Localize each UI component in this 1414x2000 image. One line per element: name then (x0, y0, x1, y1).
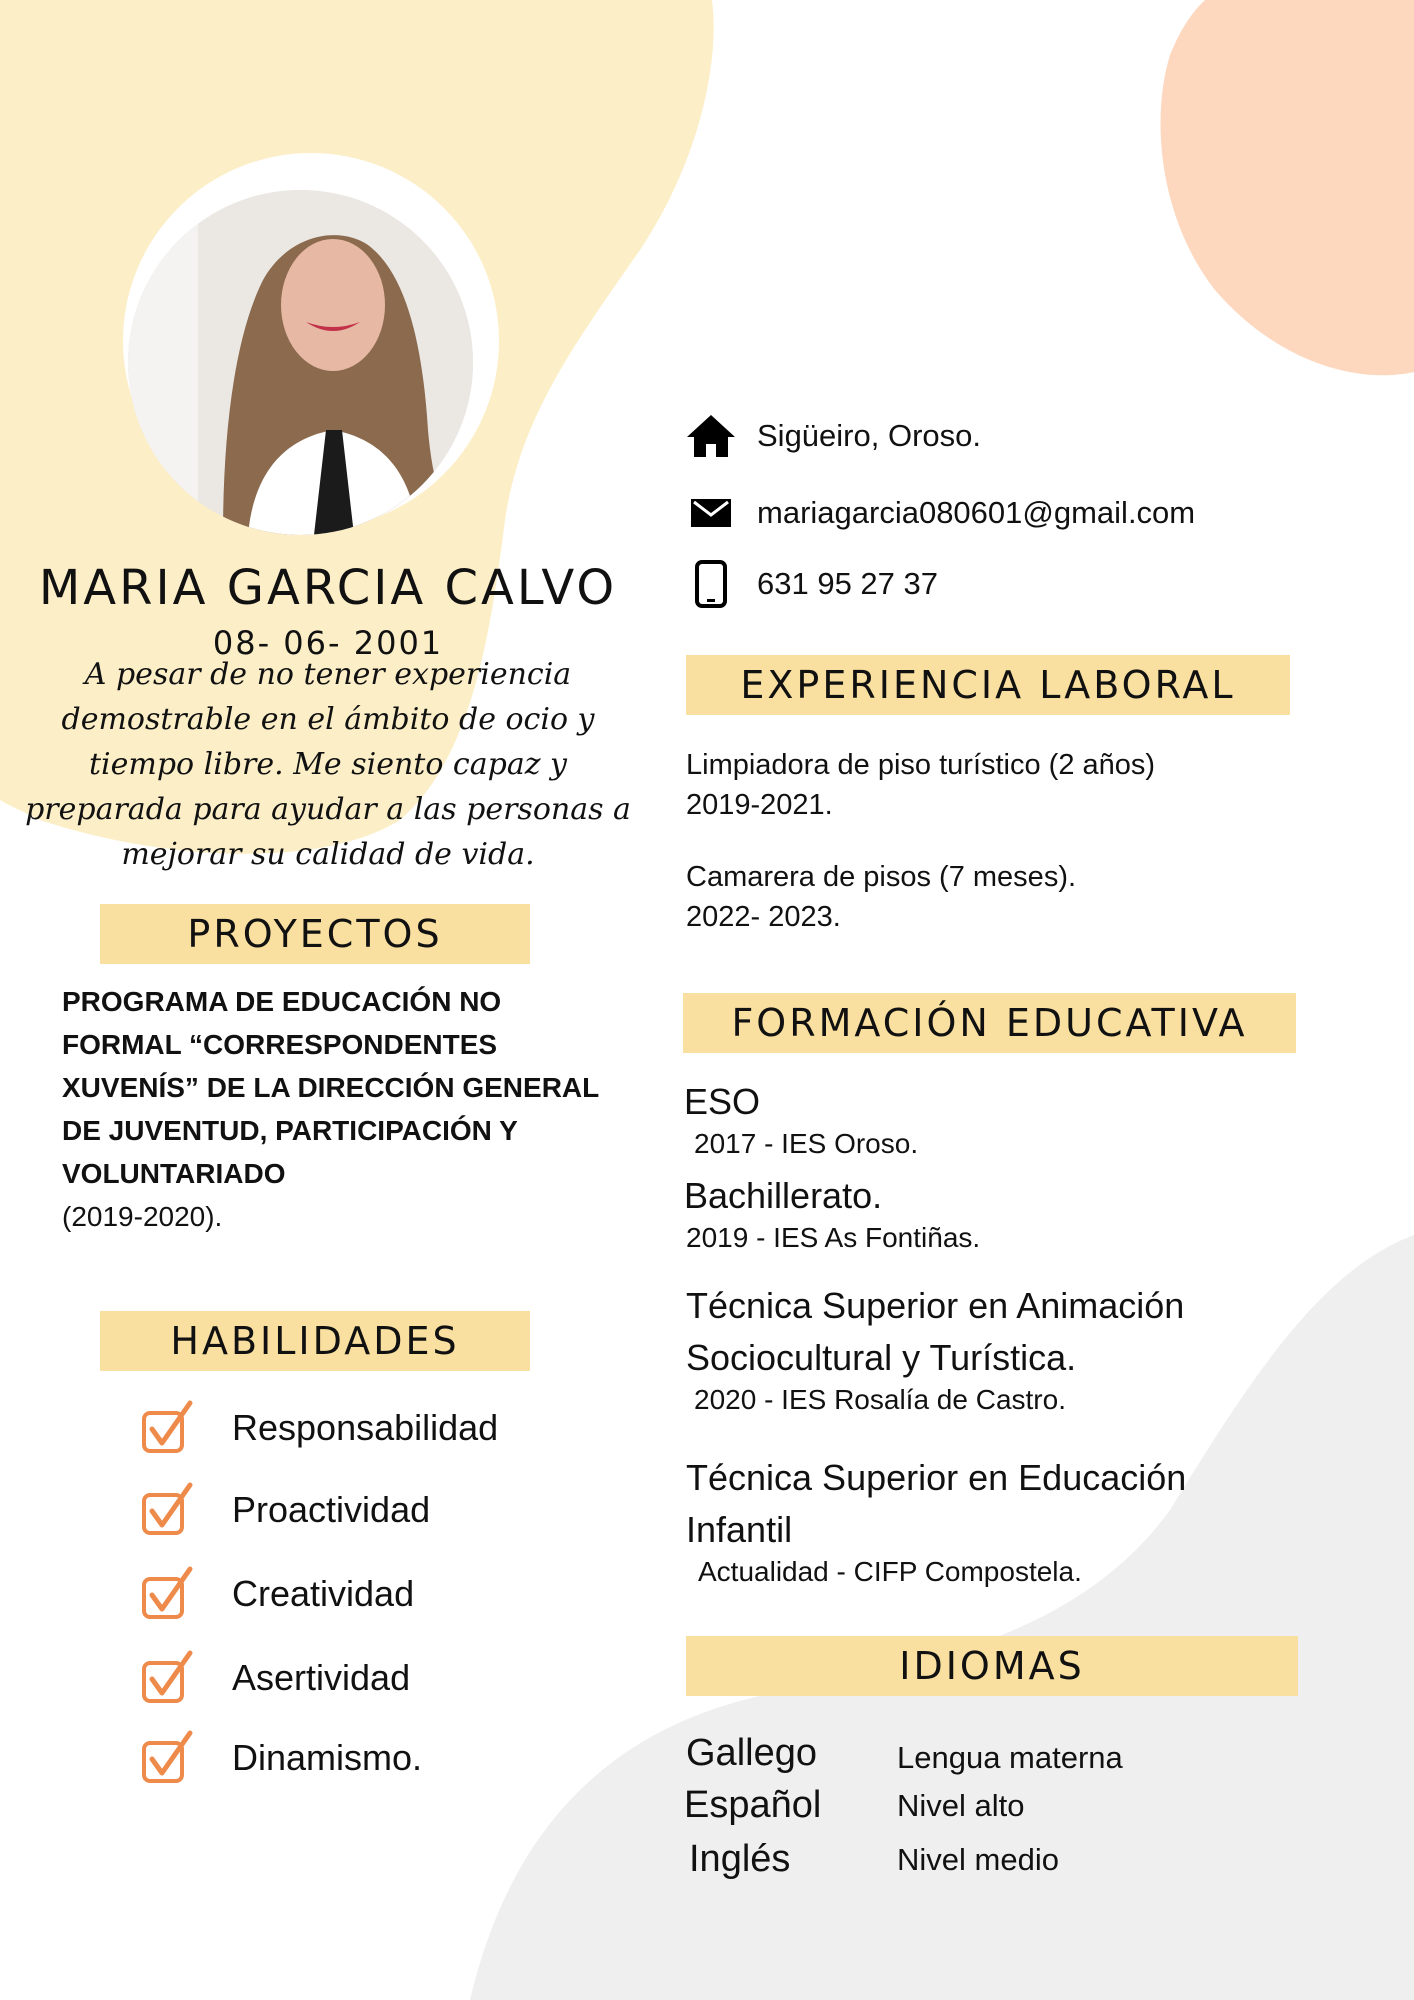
language-name: Inglés (689, 1838, 791, 1880)
experience-dates: 2019-2021. (686, 789, 833, 821)
skill-label: Responsabilidad (232, 1407, 499, 1448)
projects-heading: PROYECTOS (100, 904, 530, 964)
skill-label: Proactividad (232, 1489, 431, 1530)
education-detail: 2019 - IES As Fontiñas. (686, 1222, 981, 1253)
checkbox-check-icon (140, 1565, 196, 1623)
profile-summary: A pesar de no tener experiencia demostrable en el ámbito de ocio y tiempo libre. Me siento capaz y preparada para ayudar a las personas a mejorar su calidad de vida. (25, 657, 631, 872)
project-title: PROGRAMA DE EDUCACIÓN NO FORMAL “CORRESPONDENTES XUVENÍS” DE LA DIRECCIÓN GENERAL DE JUVENTUD, PARTICIPACIÓN Y VOLUNTARIADO (62, 986, 599, 1189)
experience-role: Limpiadora de piso turístico (2 años) (686, 749, 1156, 781)
education-title: Técnica Superior en Animación Sociocultural y Turística. (686, 1285, 1185, 1378)
education-title: ESO (684, 1081, 761, 1122)
languages-heading: IDIOMAS (686, 1636, 1298, 1696)
contact-phone (685, 558, 938, 610)
contact-email (685, 487, 1195, 539)
profile-photo (128, 190, 473, 535)
email-link[interactable]: mariagarcia080601@gmail.com (757, 495, 1196, 530)
contact-address (685, 410, 981, 462)
education-title: Técnica Superior en Educación Infantil (686, 1457, 1187, 1550)
phone-icon (685, 558, 737, 610)
skill-label: Asertividad (232, 1657, 411, 1698)
checkbox-check-icon (140, 1481, 196, 1539)
experience-dates: 2022- 2023. (686, 901, 841, 933)
profile-photo-illustration (128, 190, 473, 535)
language-level: Nivel medio (897, 1842, 1059, 1877)
education-item (686, 1280, 1246, 1416)
skill-label: Creatividad (232, 1573, 415, 1614)
language-name: Español (684, 1784, 822, 1826)
experience-heading: EXPERIENCIA LABORAL (686, 655, 1290, 715)
skills-heading: HABILIDADES (100, 1311, 530, 1371)
phone-text: 631 95 27 37 (757, 566, 939, 601)
experience-item (686, 857, 1076, 937)
language-name: Gallego (686, 1732, 817, 1774)
skill-item (140, 1564, 415, 1624)
checkbox-check-icon (140, 1649, 196, 1707)
skill-item (140, 1480, 431, 1540)
home-icon (685, 410, 737, 462)
project-entry (62, 980, 622, 1238)
skill-label: Dinamismo. (232, 1737, 423, 1778)
candidate-name: MARIA GARCIA CALVO (38, 560, 618, 616)
date-of-birth: 08- 06- 2001 (212, 624, 444, 662)
education-heading: FORMACIÓN EDUCATIVA (683, 993, 1296, 1053)
education-item (684, 1170, 980, 1254)
education-title: Bachillerato. (684, 1175, 883, 1216)
skill-item (140, 1398, 499, 1458)
top-right-peach-blob (1160, 0, 1414, 375)
project-date: (2019-2020). (62, 1201, 223, 1232)
education-item (684, 1076, 918, 1160)
language-level: Nivel alto (897, 1788, 1025, 1823)
language-level: Lengua materna (897, 1740, 1123, 1775)
education-detail: 2020 - IES Rosalía de Castro. (694, 1384, 1066, 1415)
education-detail: 2017 - IES Oroso. (694, 1128, 919, 1159)
mail-icon (685, 487, 737, 539)
checkbox-check-icon (140, 1399, 196, 1457)
experience-item (686, 745, 1155, 825)
skill-item (140, 1728, 423, 1788)
education-item (686, 1452, 1246, 1588)
skill-item (140, 1648, 411, 1708)
education-detail: Actualidad - CIFP Compostela. (698, 1556, 1082, 1587)
address-text: Sigüeiro, Oroso. (757, 418, 981, 453)
checkbox-check-icon (140, 1729, 196, 1787)
experience-role: Camarera de pisos (7 meses). (686, 861, 1077, 893)
